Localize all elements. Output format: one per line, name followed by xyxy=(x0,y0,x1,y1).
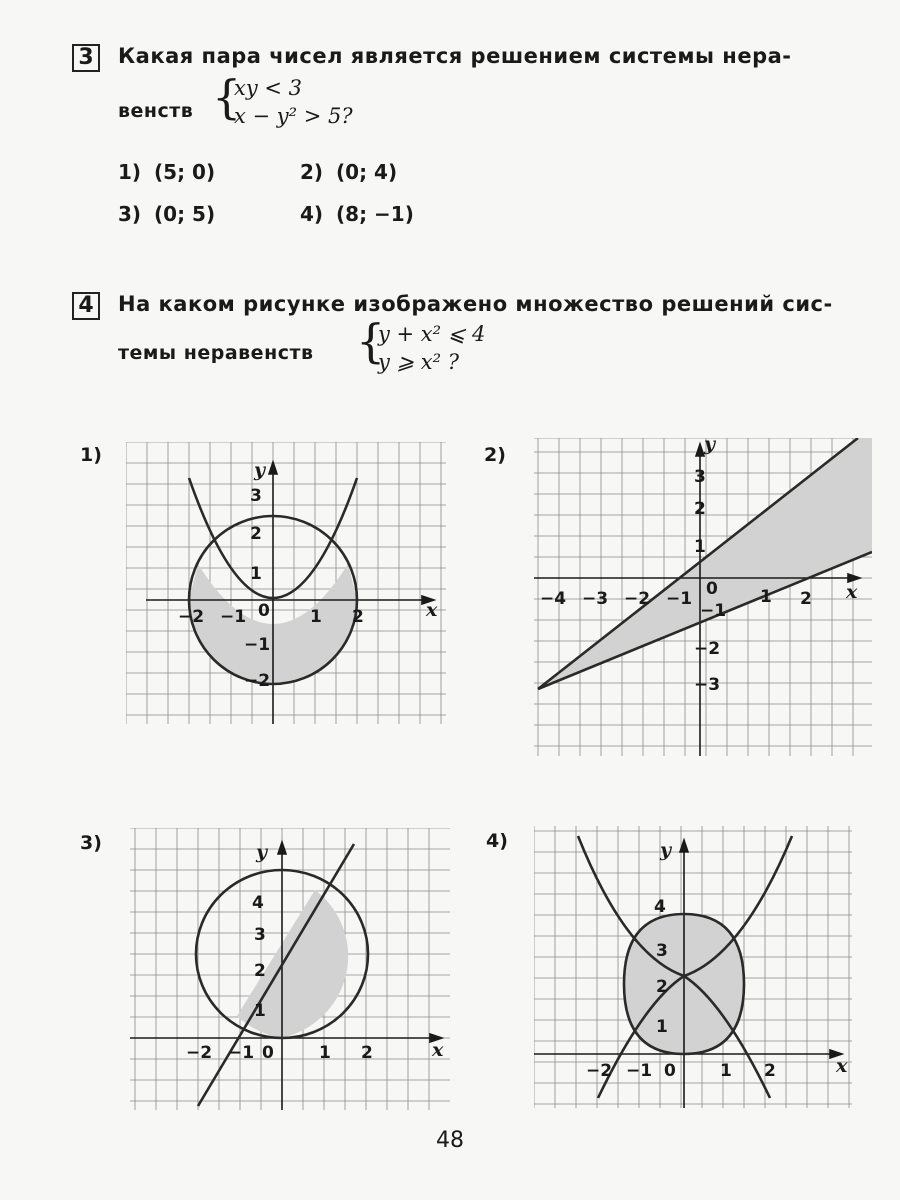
option-number: 2) xyxy=(300,160,324,184)
x-tick-label: −2 xyxy=(186,1043,213,1063)
y-tick-label: 1 xyxy=(250,564,262,584)
option-number: 4) xyxy=(300,202,324,226)
option-number: 3) xyxy=(118,202,142,226)
answer-option-3[interactable] xyxy=(118,202,215,226)
y-axis-label: y xyxy=(256,841,268,863)
task-number-box: 4 xyxy=(72,292,100,320)
y-tick-label: 1 xyxy=(656,1017,668,1037)
y-tick-label: −3 xyxy=(694,675,721,695)
x-tick-label: −1 xyxy=(666,589,693,609)
y-tick-label: 4 xyxy=(252,893,264,913)
answer-option-4[interactable] xyxy=(300,202,414,226)
x-axis-label: x xyxy=(846,581,858,603)
origin-label: 0 xyxy=(258,601,270,621)
option-value: (8; −1) xyxy=(336,202,414,226)
figure-1-graph[interactable] xyxy=(126,442,446,724)
figure-3-graph[interactable] xyxy=(130,828,450,1110)
y-axis-label: y xyxy=(254,459,266,481)
x-axis-label: x xyxy=(836,1055,848,1077)
x-tick-label: −1 xyxy=(220,607,247,627)
task-3-question-line2: венств xyxy=(118,100,194,122)
answer-option-2[interactable] xyxy=(300,160,397,184)
figure-2-label[interactable]: 2) xyxy=(484,444,506,466)
y-axis-label: y xyxy=(660,839,672,861)
origin-label: 0 xyxy=(262,1043,274,1063)
x-axis-label: x xyxy=(426,599,438,621)
task-3-inequality-1: xy < 3 xyxy=(234,76,303,100)
y-tick-label: −2 xyxy=(244,671,271,691)
figure-3-label[interactable]: 3) xyxy=(80,832,102,854)
option-value: (5; 0) xyxy=(154,160,216,184)
origin-label: 0 xyxy=(664,1061,676,1081)
x-tick-label: 2 xyxy=(361,1043,373,1063)
x-axis-label: x xyxy=(432,1039,444,1061)
option-number: 1) xyxy=(118,160,142,184)
y-tick-label: 3 xyxy=(694,467,706,487)
task-3-inequality-2: x − y² > 5? xyxy=(234,104,353,128)
task-4 xyxy=(72,292,870,382)
x-tick-label: 1 xyxy=(720,1061,732,1081)
figure-1-label[interactable]: 1) xyxy=(80,444,102,466)
task-4-question-line2: темы неравенств xyxy=(118,342,314,364)
page-number: 48 xyxy=(436,1128,464,1153)
y-tick-label: 2 xyxy=(254,961,266,981)
x-tick-label: −3 xyxy=(582,589,609,609)
y-tick-label: −1 xyxy=(244,635,271,655)
task-4-question-line1: На каком рисунке изображено множество решений сис- xyxy=(118,292,833,316)
y-tick-label: 3 xyxy=(656,941,668,961)
system-brace: { xyxy=(212,70,242,124)
y-axis-label: y xyxy=(704,438,716,455)
y-tick-label: 4 xyxy=(654,897,666,917)
task-3 xyxy=(72,44,870,244)
x-tick-label: 1 xyxy=(319,1043,331,1063)
y-tick-label: −1 xyxy=(700,601,727,621)
x-tick-label: 2 xyxy=(352,607,364,627)
x-tick-label: −2 xyxy=(624,589,651,609)
figure-4-graph[interactable] xyxy=(534,826,852,1108)
x-tick-label: 2 xyxy=(764,1061,776,1081)
y-tick-label: 1 xyxy=(254,1001,266,1021)
y-tick-label: −2 xyxy=(694,639,721,659)
y-tick-label: 1 xyxy=(694,537,706,557)
origin-label: 0 xyxy=(706,579,718,599)
figure-2-graph[interactable] xyxy=(534,438,872,756)
task-number-box: 3 xyxy=(72,44,100,72)
x-tick-label: 1 xyxy=(760,587,772,607)
x-tick-label: −1 xyxy=(228,1043,255,1063)
y-tick-label: 2 xyxy=(694,499,706,519)
x-tick-label: 2 xyxy=(800,589,812,609)
task-4-inequality-2: y ⩾ x² ? xyxy=(378,350,460,374)
task-4-inequality-1: y + x² ⩽ 4 xyxy=(378,322,486,346)
y-tick-label: 2 xyxy=(656,977,668,997)
y-tick-label: 3 xyxy=(250,486,262,506)
option-value: (0; 5) xyxy=(154,202,216,226)
system-brace: { xyxy=(356,314,386,368)
x-tick-label: −4 xyxy=(540,589,567,609)
x-tick-label: −1 xyxy=(626,1061,653,1081)
x-tick-label: 1 xyxy=(310,607,322,627)
x-tick-label: −2 xyxy=(586,1061,613,1081)
task-3-question-line1: Какая пара чисел является решением системы нера- xyxy=(118,44,792,68)
y-tick-label: 2 xyxy=(250,524,262,544)
answer-option-1[interactable] xyxy=(118,160,215,184)
x-tick-label: −2 xyxy=(178,607,205,627)
figure-4-label[interactable]: 4) xyxy=(486,830,508,852)
option-value: (0; 4) xyxy=(336,160,398,184)
y-tick-label: 3 xyxy=(254,925,266,945)
